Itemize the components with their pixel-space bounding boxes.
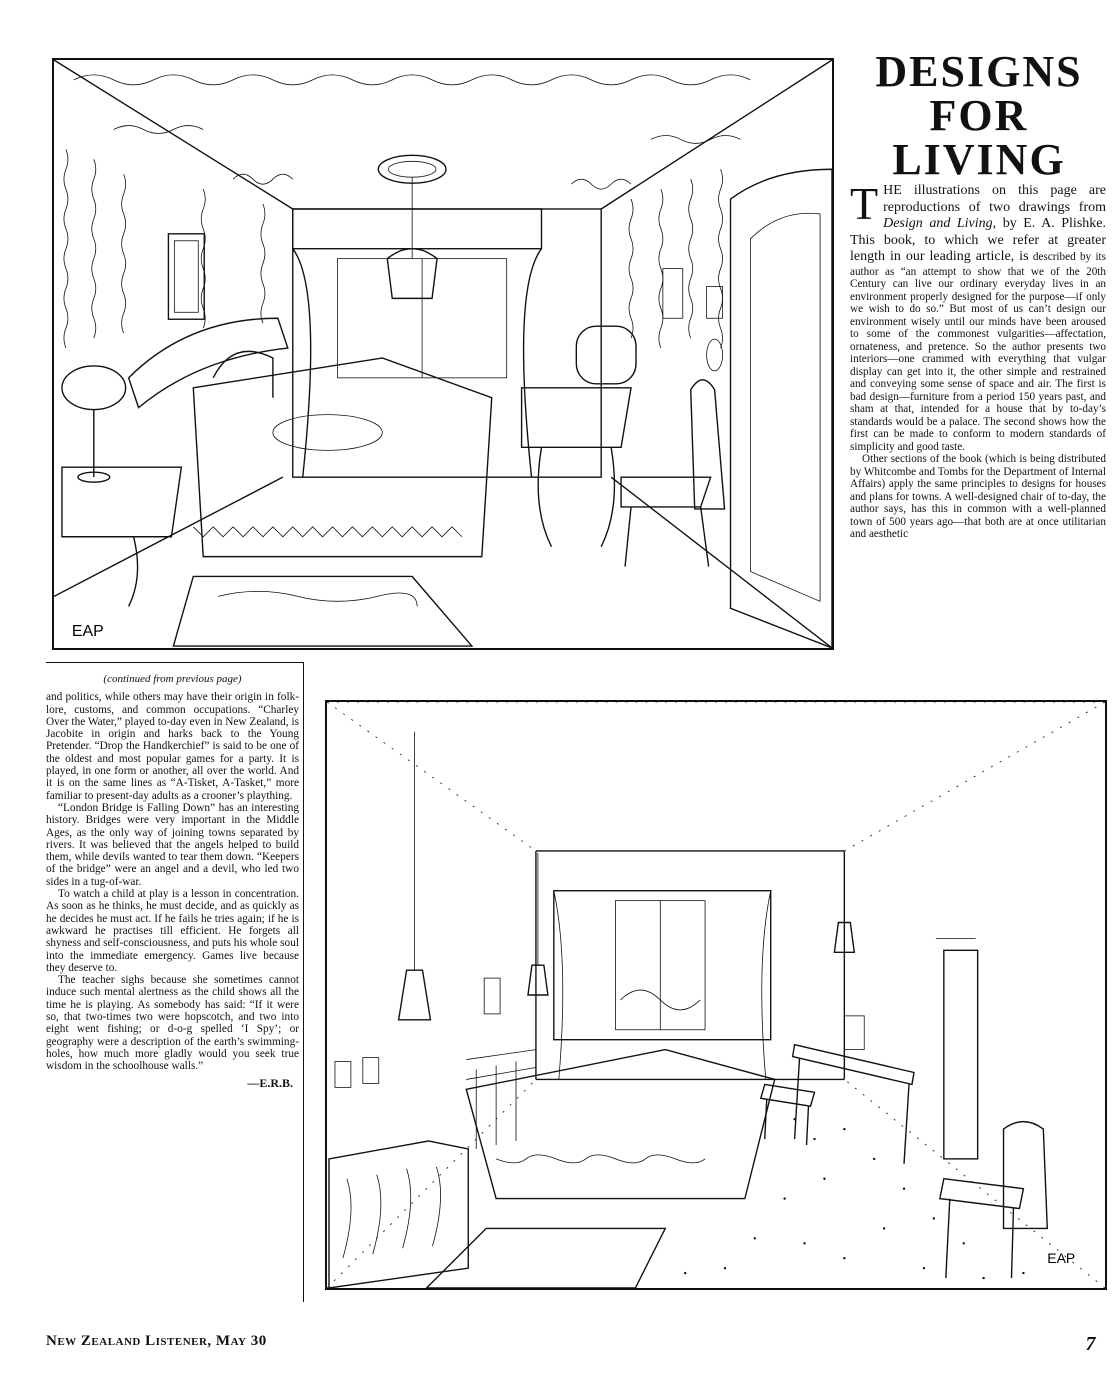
publication-name: New Zealand Listener, May 30	[46, 1333, 267, 1349]
continued-note: (continued from previous page)	[103, 673, 242, 685]
intro-article	[850, 183, 1106, 697]
drop-cap: T	[850, 183, 879, 229]
continued-article-column	[46, 662, 304, 1302]
intro-body-2: Other sections of the book (which is being distributed by Whitcombe and Tombs for the Department of Internal Affairs) apply the same principles to designs for houses and plans for towns. A well-designed chair of to-day, the author says, has this in common with a well-planned town of 500 years ago—that both are at once utilitarian and aesthetic	[850, 453, 1106, 541]
column-paragraph: and politics, while others may have their origin in folk-lore, customs, and common occupations. “Charley Over the Water,” played to-day even in New Zealand, is Jacobite in origin and harks back to the Young Pretender. “Drop the Handkerchief” is said to be one of the oldest and most popular games for a party. It is played, in one form or another, all over the world. And it is on the same lines as “A-Tisket, A-Tasket,” more familiar to present-day adults as a crooner’s plaything.	[46, 691, 299, 802]
headline-line-2: FOR	[929, 91, 1029, 140]
ornate-bedroom-illustration	[52, 58, 834, 650]
book-title: Design and Living	[883, 216, 993, 232]
modern-bedroom-illustration	[325, 700, 1107, 1290]
page-number: 7	[1085, 1333, 1096, 1355]
headline-line-3: LIVING	[892, 135, 1066, 184]
author-signature: —E.R.B.	[247, 1075, 293, 1090]
article-headline	[848, 47, 1110, 184]
top-illustration-signature: EAP	[71, 623, 104, 641]
column-paragraph: “London Bridge is Falling Down” has an interesting history. Bridges were very important in the Middle Ages, as the only way of joining towns separated by rivers. It was believed that the angels helped to build them, while devils wanted to tear them down. “Keepers of the bridge” were an angel and a devil, who led two sides in a tug-of-war.	[46, 801, 299, 888]
intro-body: described by its author as “an attempt to show that we of the 20th Century can live our ordinary everyday lives in an environment properly designed for the purpose—if only we wish to do so.” But most of us can’t design our environment wisely until our minds have been aroused to some of the commonest vulgarities—affectation, ornateness, and pretence. So the author presents two interiors—one crammed with everything that vulgar display can get into it, the other simple and restrained and conveying some sense of space and air. The first is bad design—furniture from a period 150 years past, and sham at that, intended for a house that by to-day’s standards would be a palace. The second shows how the first can be made to conform to modern standards of simplicity and good taste.	[850, 251, 1106, 453]
column-paragraph: The teacher sighs because she sometimes cannot induce such mental alertness as the child shows all the time he is playing. As somebody has said: “If it were so, that two-times two were hopscotch, and two into eight went fishing; or d-o-g spelled ‘I Spy’; or geography were a description of the earth’s swimming-holes, how much more gladly would you seek true wisdom in the schoolhouse walls.”	[46, 974, 299, 1073]
bottom-illustration-signature: EAP	[1047, 1250, 1076, 1267]
column-paragraph: To watch a child at play is a lesson in concentration. As soon as he thinks, he must decide, and as quickly as he decides he must act. If he fails he tries again; if he is awkward he practises till efficient. He forgets all shyness and self-consciousness, and puts his whole soul into the immediate emergency. Games live because they deserve to.	[46, 888, 299, 974]
page-footer	[46, 1333, 1106, 1357]
headline-line-1: DESIGNS	[875, 47, 1083, 96]
intro-lead: THE illustrations on this page are reproductions of two drawings from Design and Living, by E. A. Plishke. This book, to which we refer at greater length in our leading article, is	[850, 183, 1106, 265]
